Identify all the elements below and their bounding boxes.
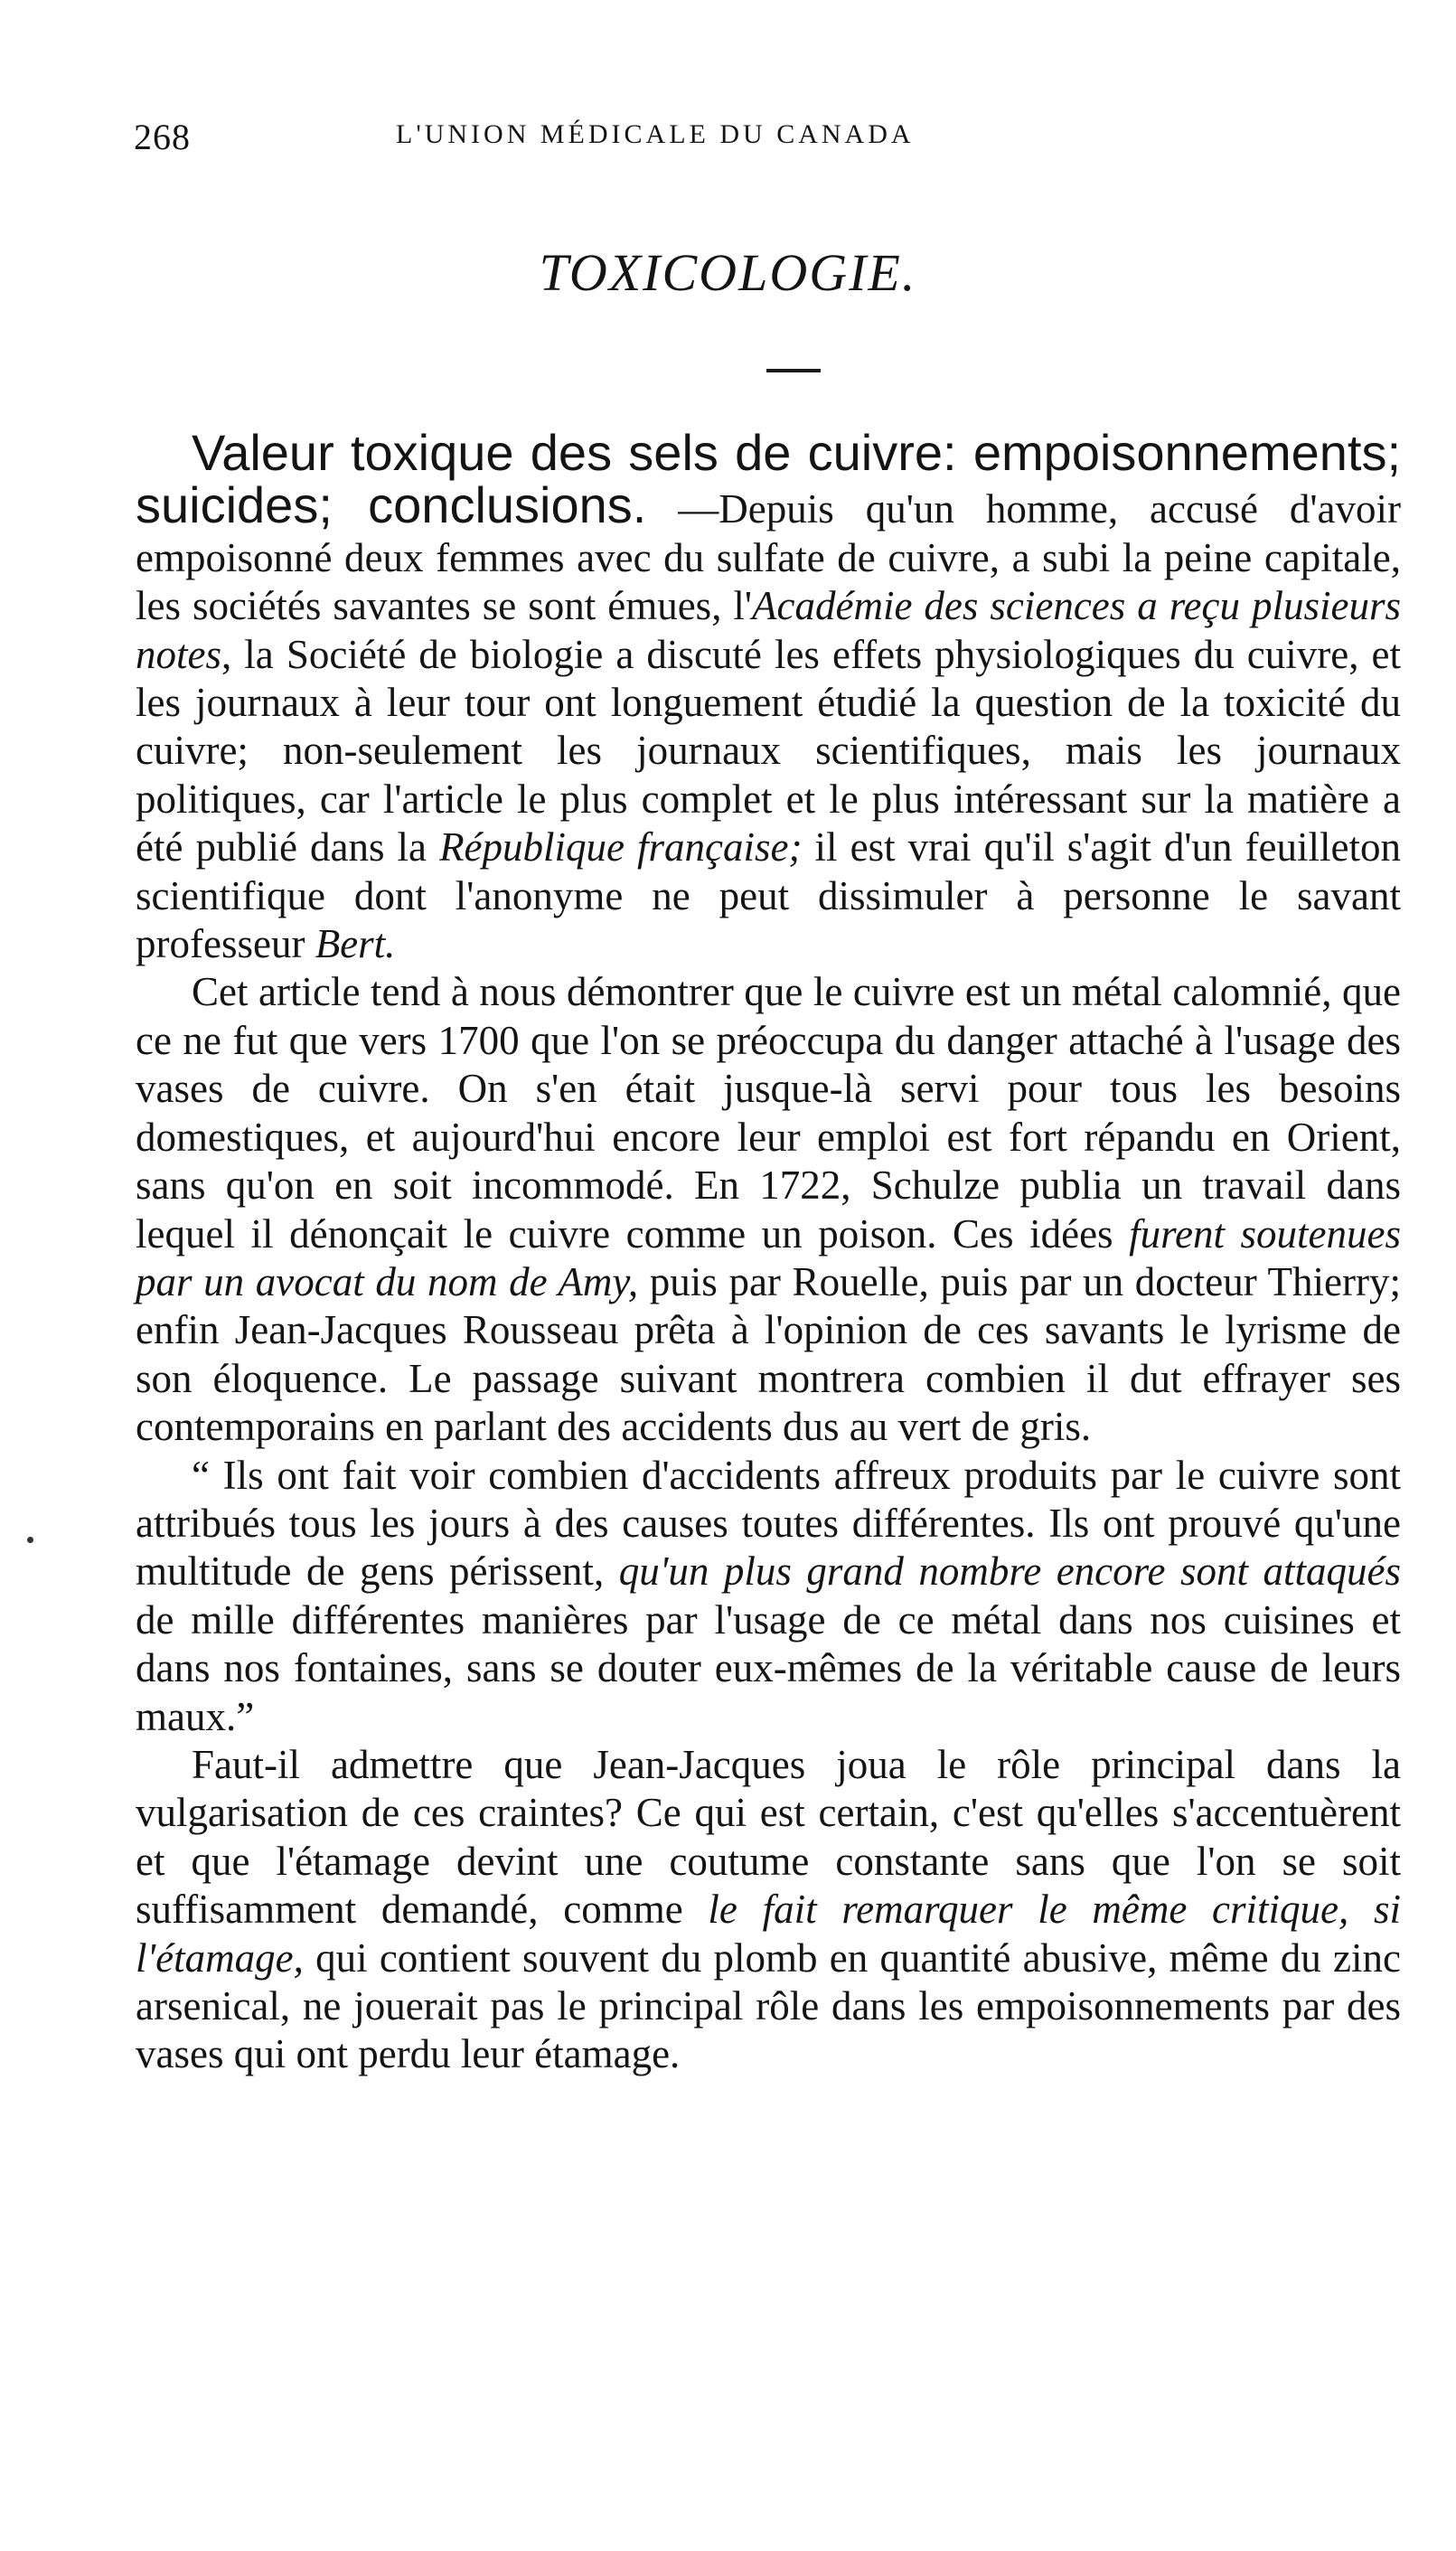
paragraph-text: qui contient souvent du plomb en quantité abusive, même du zinc arsenical, ne jouerait pas le principal rôle dans les empoisonnements par des vases qui ont perdu leur étamage. [136, 1934, 1401, 2077]
paragraph-text: de mille différentes manières par l'usage de ce métal dans nos cuisines et dans nos fontaines, sans se douter eux-mêmes de la véritable cause de leurs maux.” [136, 1596, 1401, 1739]
paragraph [136, 1741, 1401, 2079]
article-body [136, 424, 1402, 2079]
paragraph-italic: Bert. [315, 921, 396, 967]
paragraph-text: “ Ils ont fait voir combien d'accidents affreux produits par le cuivre sont attribués tous les jours à des causes toutes différentes. Ils ont prouvé qu'une multitude de gens périssent, [136, 1452, 1401, 1595]
journal-title: L'UNION MÉDICALE DU CANADA [396, 119, 915, 149]
page-number: 268 [134, 117, 191, 157]
paragraph [136, 424, 1402, 968]
paragraph-text: Cet article tend à nous démontrer que le cuivre est un métal calomnié, que ce ne fut que vers 1700 que l'on se préoccupa du danger attaché à l'usage des vases de cuivre. On s'en était jusque-là servi pour tous les besoins domestiques, et aujourd'hui encore leur emploi est fort répandu en Orient, sans qu'on en soit incommodé. En 1722, Schulze publia un travail dans lequel il dénonçait le cuivre comme un poison. Ces idées [136, 969, 1401, 1257]
paragraph-italic: qu'un plus grand nombre encore sont attaqués [618, 1548, 1401, 1595]
paragraph-italic: furent soutenues par un avocat du nom de Amy, [136, 1210, 1402, 1304]
paragraph-text: il est vrai qu'il s'agit d'un feuilleton scientifique dont l'anonyme ne peut dissimuler à personne le savant professeur [136, 824, 1402, 967]
paragraph-text: , la Société de biologie a discuté les effets physiologiques du cuivre, et les journaux à leur tour ont longuement étudié la question de la toxicité du cuivre; non-seulement les journaux scientifiques, mais les journaux politiques, car l'article le plus complet et le plus intéressant sur la matière a été publié dans la [136, 631, 1401, 871]
running-head [134, 116, 1103, 166]
paragraph [136, 1452, 1401, 1741]
paragraph [136, 968, 1401, 1451]
paragraph-text: Faut-il admettre que Jean-Jacques joua le rôle principal dans la vulgarisation de ces craintes? Ce qui est certain, c'est qu'elles s'accentuèrent et que l'étamage devint une coutume constante sans que l'on se soit suffisamment demandé, comme [136, 1741, 1401, 1933]
paragraph-italic: République française; [439, 824, 803, 871]
section-title: TOXICOLOGIE. [539, 243, 917, 302]
paragraph-italic: Académie des sciences a reçu plusieurs notes [136, 583, 1401, 677]
section-rule [766, 369, 821, 372]
paragraph-italic: le fait remarquer le même critique, si l'étamage, [136, 1887, 1401, 1981]
paragraph-text: —Depuis qu'un homme, accusé d'avoir empoisonné deux femmes avec du sulfate de cuivre, a subi la peine capitale, les sociétés savantes se sont émues, l' [136, 486, 1401, 629]
margin-mark [27, 1537, 33, 1543]
article-title: Valeur toxique des sels de cuivre: empoisonnements; suicides; conclusions. [136, 424, 1401, 534]
paragraph-text: puis par Rouelle, puis par un docteur Thierry; enfin Jean-Jacques Rousseau prêta à l'opinion de ces savants le lyrisme de son éloquence. Le passage suivant montrera combien il dut effrayer ses contemporains en parlant des accidents dus au vert de gris. [136, 1258, 1401, 1450]
